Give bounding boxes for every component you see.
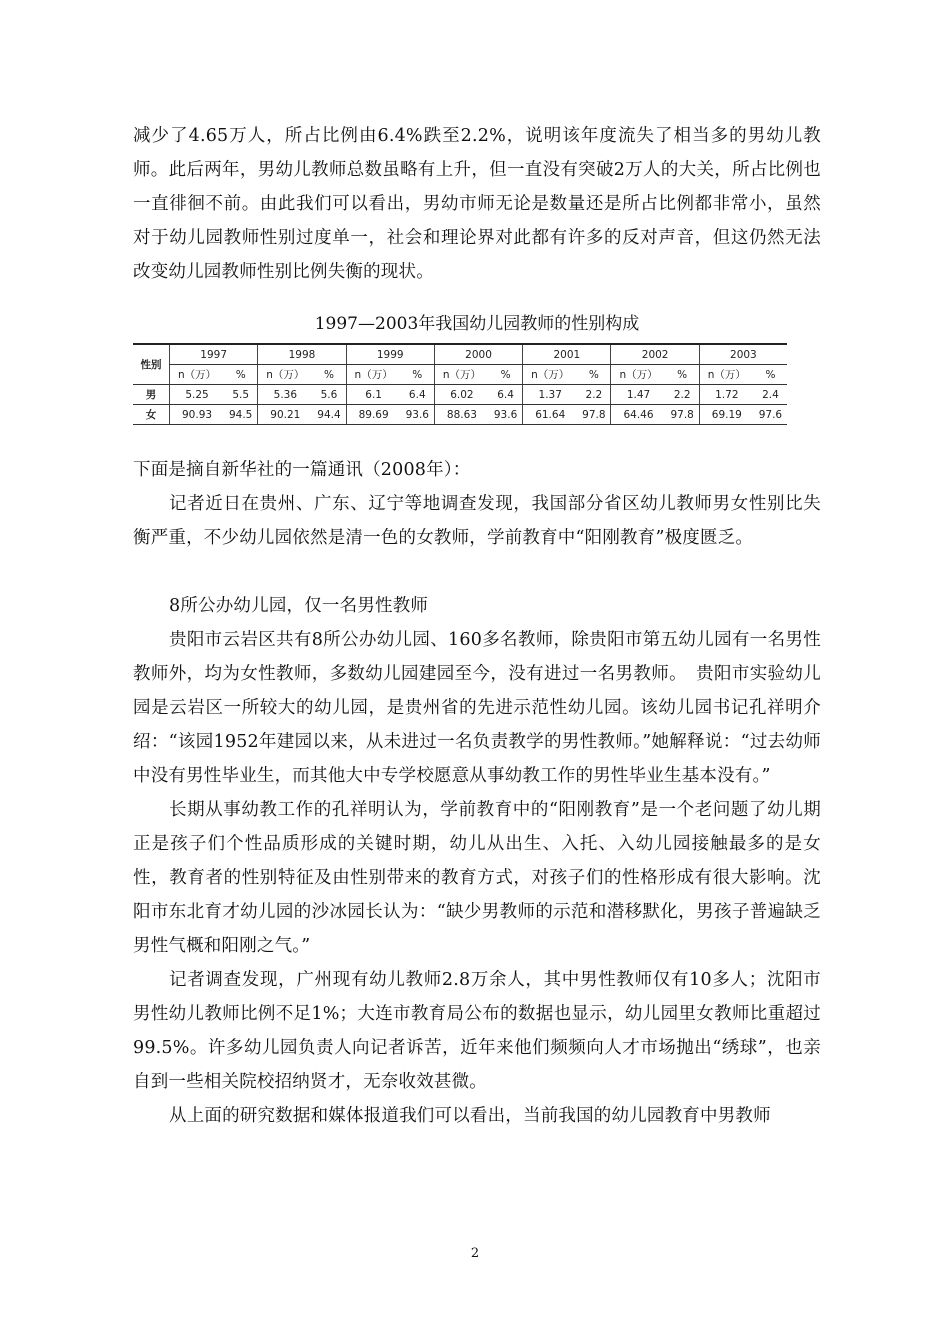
paragraph: 记者调查发现，广州现有幼儿教师2.8万余人，其中男性教师仅有10多人；沈阳市男性幼儿教师比例不足1%；大连市教育局公布的数据也显示，幼儿园里女教师比重超过99.5%。许多幼儿园负责人向记者诉苦，近年来他们频频向人才市场抛出“绣球”，也亲自到一些相关院校招纳贤才，无奈收效甚微。 xyxy=(133,970,821,1092)
sub-header-pct: % xyxy=(401,365,435,385)
table-cell: 6.4 xyxy=(489,385,523,405)
section-subheading: 8所公办幼儿园，仅一名男性教师 xyxy=(169,596,429,616)
table-cell: 88.63 xyxy=(434,405,489,425)
sub-header-n: n（万） xyxy=(170,365,225,385)
table-row-male xyxy=(133,385,787,405)
sub-header-n: n（万） xyxy=(611,365,666,385)
body-text-top xyxy=(133,119,821,289)
table-cell: 97.8 xyxy=(666,405,700,425)
paragraph: 长期从事幼教工作的孔祥明认为，学前教育中的“阳刚教育”是一个老问题了幼儿期正是孩子们个性品质形成的关键时期，幼儿从出生、入托、入幼儿园接触最多的是女性，教育者的性别特征及由性别带来的教育方式，对孩子们的性格形成有很大影响。沈阳市东北育才幼儿园的沙冰园长认为：“缺少男教师的示范和潜移默化，男孩子普遍缺乏男性气概和阳刚之气。” xyxy=(133,800,821,956)
table-cell: 94.4 xyxy=(312,405,346,425)
gender-composition-table xyxy=(133,343,787,425)
sub-header-pct: % xyxy=(312,365,346,385)
year-header: 2001 xyxy=(523,344,611,365)
table-cell: 2.2 xyxy=(577,385,611,405)
year-header: 1998 xyxy=(258,344,346,365)
row-label: 男 xyxy=(133,385,170,405)
table-cell: 61.64 xyxy=(523,405,578,425)
year-header: 2003 xyxy=(699,344,787,365)
sub-header-pct: % xyxy=(489,365,523,385)
sub-header-n: n（万） xyxy=(258,365,313,385)
table-cell: 1.47 xyxy=(611,385,666,405)
table-subheader-row xyxy=(133,365,787,385)
table-cell: 5.36 xyxy=(258,385,313,405)
table-cell: 93.6 xyxy=(401,405,435,425)
sub-header-n: n（万） xyxy=(346,365,401,385)
sub-header-pct: % xyxy=(577,365,611,385)
table-cell: 6.4 xyxy=(401,385,435,405)
intro-line: 下面是摘自新华社的一篇通讯（2008年）： xyxy=(133,460,471,480)
sub-header-n: n（万） xyxy=(434,365,489,385)
table-cell: 6.02 xyxy=(434,385,489,405)
table-cell: 5.5 xyxy=(224,385,258,405)
row-header-gender: 性别 xyxy=(133,344,170,385)
table-cell: 2.4 xyxy=(754,385,787,405)
year-header: 2000 xyxy=(434,344,522,365)
year-header: 2002 xyxy=(611,344,699,365)
body-text-lower xyxy=(133,453,821,1133)
table-cell: 97.6 xyxy=(754,405,787,425)
table-cell: 90.93 xyxy=(170,405,225,425)
page-number: 2 xyxy=(470,1246,480,1261)
paragraph: 记者近日在贵州、广东、辽宁等地调查发现，我国部分省区幼儿教师男女性别比失衡严重，不少幼儿园依然是清一色的女教师，学前教育中“阳刚教育”极度匮乏。 xyxy=(133,494,821,548)
table-cell: 89.69 xyxy=(346,405,401,425)
table-row-female xyxy=(133,405,787,425)
sub-header-n: n（万） xyxy=(523,365,578,385)
paragraph: 从上面的研究数据和媒体报道我们可以看出，当前我国的幼儿园教育中男教师 xyxy=(169,1106,771,1126)
blank-line xyxy=(133,555,821,589)
paragraph: 减少了4.65万人，所占比例由6.4%跌至2.2%，说明该年度流失了相当多的男幼儿教师。此后两年，男幼儿教师总数虽略有上升，但一直没有突破2万人的大关，所占比例也一直徘徊不前。由此我们可以看出，男幼市师无论是数量还是所占比例都非常小，虽然对于幼儿园教师性别过度单一，社会和理论界对此都有许多的反对声音，但这仍然无法改变幼儿园教师性别比例失衡的现状。 xyxy=(133,126,821,282)
table-cell: 1.72 xyxy=(699,385,754,405)
table-cell: 5.6 xyxy=(312,385,346,405)
sub-header-pct: % xyxy=(224,365,258,385)
table-cell: 6.1 xyxy=(346,385,401,405)
sub-header-pct: % xyxy=(754,365,787,385)
paragraph: 贵阳市云岩区共有8所公办幼儿园、160多名教师，除贵阳市第五幼儿园有一名男性教师外，均为女性教师，多数幼儿园建园至今，没有进过一名男教师。 贵阳市实验幼儿园是云岩区一所较大的幼儿园，是贵州省的先进示范性幼儿园。该幼儿园书记孔祥明介绍：“该园1952年建园以来，从未进过一名负责教学的男性教师。”她解释说：“过去幼师中没有男性毕业生，而其他大中专学校愿意从事幼教工作的男性毕业生基本没有。” xyxy=(133,630,821,786)
table-cell: 2.2 xyxy=(666,385,700,405)
table-cell: 5.25 xyxy=(170,385,225,405)
row-label: 女 xyxy=(133,405,170,425)
year-header: 1999 xyxy=(346,344,434,365)
year-header: 1997 xyxy=(170,344,258,365)
table-cell: 69.19 xyxy=(699,405,754,425)
table-caption: 1997—2003年我国幼儿园教师的性别构成 xyxy=(314,314,640,334)
table-cell: 1.37 xyxy=(523,385,578,405)
table-cell: 90.21 xyxy=(258,405,313,425)
table-cell: 94.5 xyxy=(224,405,258,425)
sub-header-pct: % xyxy=(666,365,700,385)
table-header-row xyxy=(133,344,787,365)
table-cell: 93.6 xyxy=(489,405,523,425)
table-cell: 97.8 xyxy=(577,405,611,425)
table-cell: 64.46 xyxy=(611,405,666,425)
sub-header-n: n（万） xyxy=(699,365,754,385)
